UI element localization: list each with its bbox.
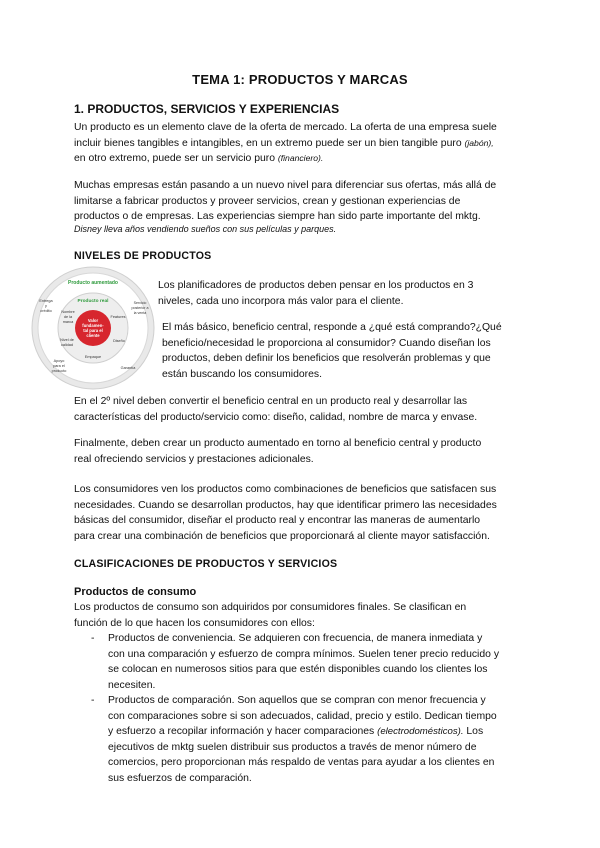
mid-right-bottom-text: Diseño [113,339,125,343]
list-item-line: necesiten. [108,679,156,691]
paragraph-line: están buscando los consumidores. [162,368,322,380]
list-item-line: sus esfuerzos de comparación. [108,772,252,784]
core-line: cliente [86,333,100,338]
actual-label: Producto real [77,299,109,304]
paragraph-line: necesidades. Cuando se desarrollan productos, hay que identificar primero las necesidades [74,499,497,511]
paragraph-line: características del producto/servicio como: diseño, calidad, nombre de marca y envase. [74,411,478,423]
core-line: tal para el [83,328,103,333]
outer-right-text: la venta [133,311,147,315]
list-item-line: y esfuerzo a recopilar información y hacer comparaciones (electrodomésticos). Los [108,726,484,737]
paragraph-line: para crear una combinación de beneficios que proporcionará al cliente mayor satisfacción. [74,530,490,542]
section-heading-productos: 1. PRODUCTOS, SERVICIOS Y EXPERIENCIAS [74,102,340,116]
paragraph-line: El más básico, beneficio central, responde a ¿qué está comprando?¿Qué [162,322,502,333]
list-item-line: con una comparación y esfuerzo de compra mínimos. Suelen tener precio reducido y [108,648,500,660]
outer-left-text: crédito [40,309,52,313]
paragraph-line: beneficio/necesidad le proporciona al consumidor? Cuando diseñan los [162,337,491,349]
paragraph-line: incluir bienes tangibles e intangibles, en un extremo puede ser un bien tangible puro (jabón), [74,137,494,149]
augmented-label: Producto aumentado [67,280,119,286]
paragraph-line-italic: Disney lleva años vendiendo sueños con sus películas y parques. [74,224,337,234]
list-item-line: con comparaciones sobre si son adecuados, calidad, precio y estilo. Dedican tiempo [108,710,497,722]
bullet-dash: - [91,695,95,706]
paragraph-line: en otro extremo, puede ser un servicio puro (financiero). [74,153,324,164]
paragraph-line: productos, deben definir los beneficios que resolverán problemas y que [162,353,491,364]
outer-right-text: Servicio [133,301,147,305]
section-heading-niveles: NIVELES DE PRODUCTOS [74,250,212,262]
paragraph-line: Los planificadores de productos deben pensar en los productos en 3 [158,280,474,291]
paragraph-line: Muchas empresas están pasando a un nuevo nivel para diferenciar sus ofertas, más allá de [74,180,497,191]
mid-bottom-text: Empaque [84,355,102,359]
outer-bottom-left-text: Apoyo [53,359,65,363]
paragraph-line: Los productos de consumo son adquiridos por consumidores finales. Se clasifican en [74,602,467,613]
paragraph-line: Un producto es un elemento clave de la oferta de mercado. La oferta de una empresa suele [74,122,497,133]
list-item-line: ejecutivos de mktg suelen distribuir sus productos a través de menor número de [108,741,477,753]
product-levels-diagram [30,265,156,391]
outer-bottom-left-text: producto [51,369,67,373]
outer-left-text: Entrega [39,299,53,303]
paragraph-line: real ofreciendo servicios y prestaciones adicionales. [74,453,314,465]
paragraph-line: Finalmente, deben crear un producto aumentado en torno al beneficio central y producto [74,438,482,449]
subheading-productos-consumo: Productos de consumo [74,586,197,598]
paragraph-line: En el 2º nivel deben convertir el beneficio central en un producto real y desarrollar las [74,396,468,407]
core-line: fundamen- [82,323,104,328]
outer-left-text: y [45,304,47,308]
page-title: TEMA 1: PRODUCTOS Y MARCAS [192,72,408,87]
mid-left-top-text: de la [63,315,73,319]
mid-right-top-text: Features [110,315,126,319]
bullet-dash: - [91,633,95,644]
list-item-line: comercios, pero proporcionan más respaldo de ventas para ayudar a los clientes en [108,757,495,768]
paragraph-line: básicas del consumidor, diseñar el producto real y encontrar las maneras de aumentarlo [74,515,481,526]
mid-left-top-text: Nombre [61,310,75,314]
outer-bottom-left-text: para el [53,364,65,368]
mid-left-bottom-text: calidad [60,343,74,347]
mid-left-bottom-text: Nivel de [60,338,74,342]
mid-left-top-text: marca [62,320,74,324]
paragraph-line: productos o de empresas. Las experiencias siempre han sido parte importante del mktg. [74,211,481,222]
paragraph-line: función de lo que hacen los consumidores con ellos: [74,617,315,629]
outer-right-text: posterior a [131,306,149,310]
list-item-line: se colocan en numerosos sitios para que estén disponibles cuando los clientes los [108,664,488,675]
list-item-line: Productos de conveniencia. Se adquieren con frecuencia, de manera inmediata y [108,633,483,644]
paragraph-line: limitarse a fabricar productos y proveer servicios, crean y gestionan experiencias de [74,195,461,207]
list-item-line: Productos de comparación. Son aquellos que se compran con menor frecuencia y [108,695,486,706]
core-line: Valor [87,318,99,323]
outer-bottom-right-text: Garantía [120,366,136,370]
paragraph-line: niveles, cada uno incorpora más valor para el cliente. [158,295,404,307]
section-heading-clasificaciones: CLASIFICACIONES DE PRODUCTOS Y SERVICIOS [74,558,338,570]
paragraph-line: Los consumidores ven los productos como combinaciones de beneficios que satisfacen sus [74,484,497,495]
